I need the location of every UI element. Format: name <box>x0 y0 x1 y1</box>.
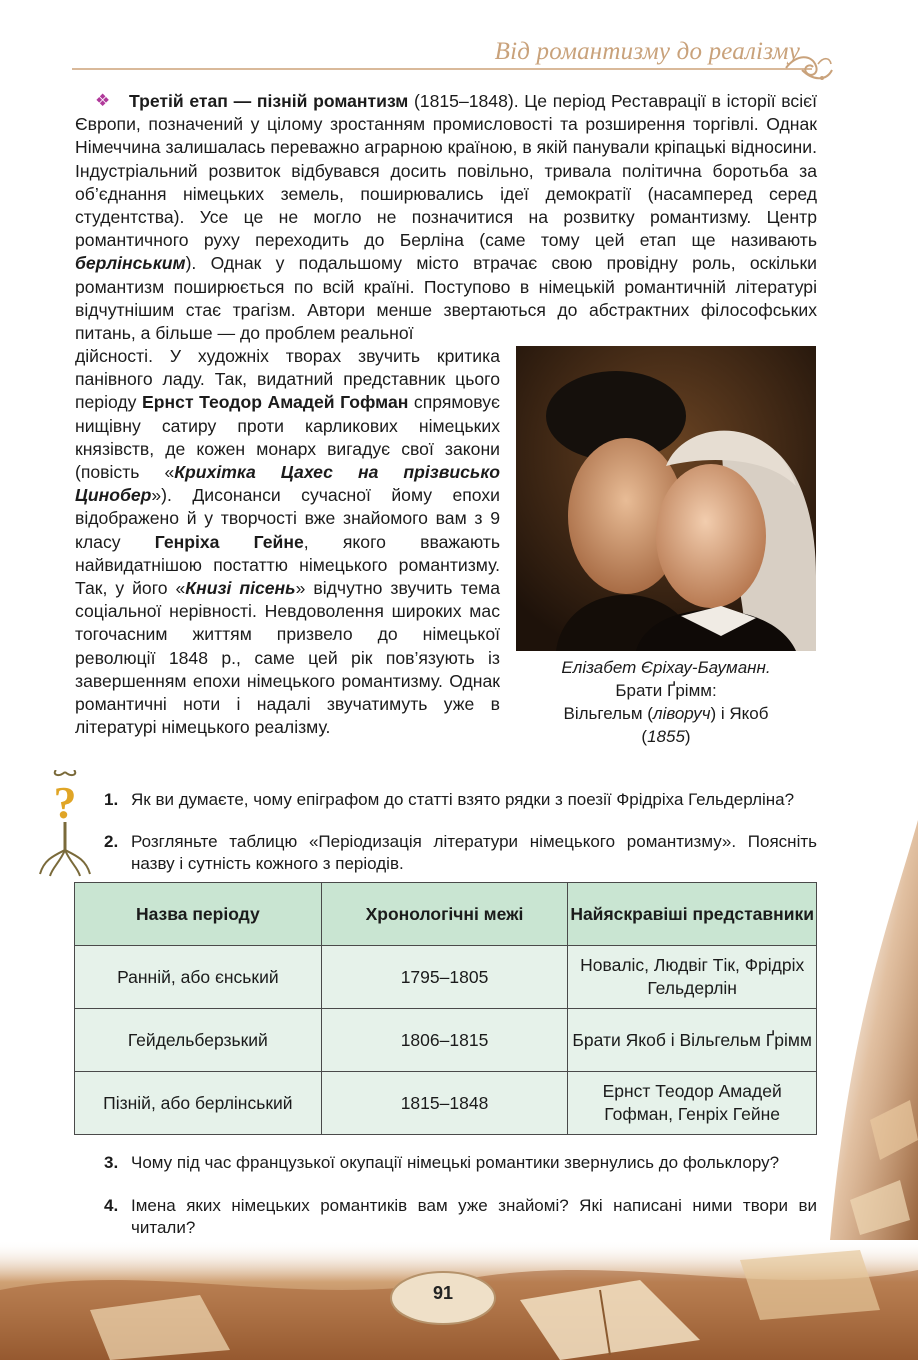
table-header: Найяскравіші представники <box>568 883 817 946</box>
question-1 <box>104 789 817 811</box>
table-cell: Ранній, або єнський <box>75 946 322 1009</box>
text-span: ) і Якоб <box>710 704 769 723</box>
text-span: (1815–1848). Це період Реставрації в історії всієї Європи, позначений у цілому зростанням промисловості та розширення торгівлі. Однак Німеччина залишалась переважно аграрною країною, в якій панували кріпацькі відносини. Індустріальний розвиток відбувався досить повільно, тривала політична боротьба за об’єднання німецьких земель, поширювались ідеї демократії (насамперед серед студентства). Усе це не могло не позначитися на розвитку романтизму. Центр романтичного руху переходить до Берліна (саме тому цей етап ще називають <box>75 91 817 251</box>
table-row <box>75 1009 817 1072</box>
paragraph-late-romanticism <box>75 90 817 345</box>
text-span: дійсності. У художніх творах звучить критика панівного ладу. Так, видатний представник цього періоду <box>75 346 500 413</box>
text-span: » відчутно звучить тема соціальної нерівності. Невдоволення широких мас тогочасним життям призвело до німецької революції 1848 р., саме цей рік пов’язують із завершенням епохи німецького романтизму. Однак романтичні ноти і надалі звучатимуть уже в літературі німецького реалізму. <box>75 578 500 738</box>
text-span: ) <box>684 727 691 746</box>
caption-author: Елізабет Єріхау-Бауманн. <box>561 658 771 677</box>
caption-title: Брати Ґрімм: <box>615 681 717 700</box>
question-number: 3. <box>104 1153 119 1172</box>
question-3 <box>104 1152 817 1174</box>
work-book-of-songs: Книзі пісень <box>185 578 296 599</box>
question-2 <box>104 831 817 874</box>
text-span: »). Дисонанси сучасної йому епохи відображено й у творчості вже знайомого вам з 9 класу <box>75 485 500 552</box>
table-header: Назва періоду <box>75 883 322 946</box>
question-mark-ornament-icon <box>38 770 92 878</box>
table-header: Хронологічні межі <box>321 883 568 946</box>
bullet-icon: ❖ <box>95 91 111 110</box>
question-text: Імена яких німецьких романтиків вам уже знайомі? Які написані ними твори ви читали? <box>131 1196 817 1237</box>
table-cell: 1795–1805 <box>321 946 568 1009</box>
text-span: Вільгельм ( <box>563 704 653 723</box>
decorative-books-art <box>810 820 918 1240</box>
paragraph-reality <box>75 345 500 739</box>
page-number: 91 <box>432 1283 454 1303</box>
question-number: 4. <box>104 1196 119 1215</box>
question-text: Чому під час французької окупації німецькі романтики звернулись до фольклору? <box>131 1153 780 1172</box>
header-line <box>72 68 812 70</box>
table-cell: Брати Якоб і Вільгельм Ґрімм <box>568 1009 817 1072</box>
table-cell: Новаліс, Людвіг Тік, Фрідріх Гельдерлін <box>568 946 817 1009</box>
name-heine: Генріха Гейне <box>154 531 304 552</box>
table-row <box>75 1072 817 1135</box>
question-number: 2. <box>104 832 119 851</box>
term-berlin: берлінським <box>75 253 186 274</box>
portrait-caption <box>516 656 816 748</box>
table-cell: 1806–1815 <box>321 1009 568 1072</box>
question-text: Розгляньте таблицю «Періодизація літератури німецького романтизму». Поясніть назву і сутність кожного з періодів. <box>131 832 817 873</box>
svg-text:?: ? <box>53 777 77 828</box>
caption-line3 <box>516 702 816 725</box>
header-flourish-icon <box>782 48 834 90</box>
table-cell: 1815–1848 <box>321 1072 568 1135</box>
text-span: ліворуч <box>652 704 711 723</box>
name-hoffmann: Ернст Теодор Амадей Гофман <box>142 392 409 413</box>
work-zaches: Крихітка Цахес на прізвисько Цинобер <box>75 462 500 506</box>
text-span: ). Однак у подальшому місто втрачає свою провідну роль, оскільки романтизм поширюється по всій країні. Поступово в німецькій романтичній літературі відчутнішим стає трагізм. Автори менше звертаються до абстрактних філософських питань, а більше — до проблем реальної <box>75 253 817 344</box>
table-cell: Пізній, або берлінський <box>75 1072 322 1135</box>
table-cell: Гейдельберзький <box>75 1009 322 1072</box>
text-span: спрямовує нищівну сатиру проти карликових німецьких князівств, де кожен монарх вигадує свої закони (повість « <box>75 392 500 483</box>
header-title: Від романтизму до реалізму <box>494 38 800 65</box>
table-header-row <box>75 883 817 946</box>
grimm-brothers-portrait <box>516 346 816 651</box>
caption-year <box>516 725 816 748</box>
portrait-illustration <box>516 346 816 651</box>
question-text: Як ви думаєте, чому епіграфом до статті взято рядки з поезії Фрідріха Гельдерліна? <box>131 790 795 809</box>
term-late-romanticism: Третій етап — пізній романтизм <box>129 91 409 111</box>
table-cell: Ернст Теодор Амадей Гофман, Генріх Гейне <box>568 1072 817 1135</box>
periodization-table <box>74 882 817 1135</box>
text-span: ( <box>641 727 648 746</box>
text-span: 1855 <box>647 727 685 746</box>
table-row <box>75 946 817 1009</box>
text-span: , якого вважають найвидатнішою постаттю німецького романтизму. Так, у його « <box>75 531 500 599</box>
question-number: 1. <box>104 790 119 809</box>
